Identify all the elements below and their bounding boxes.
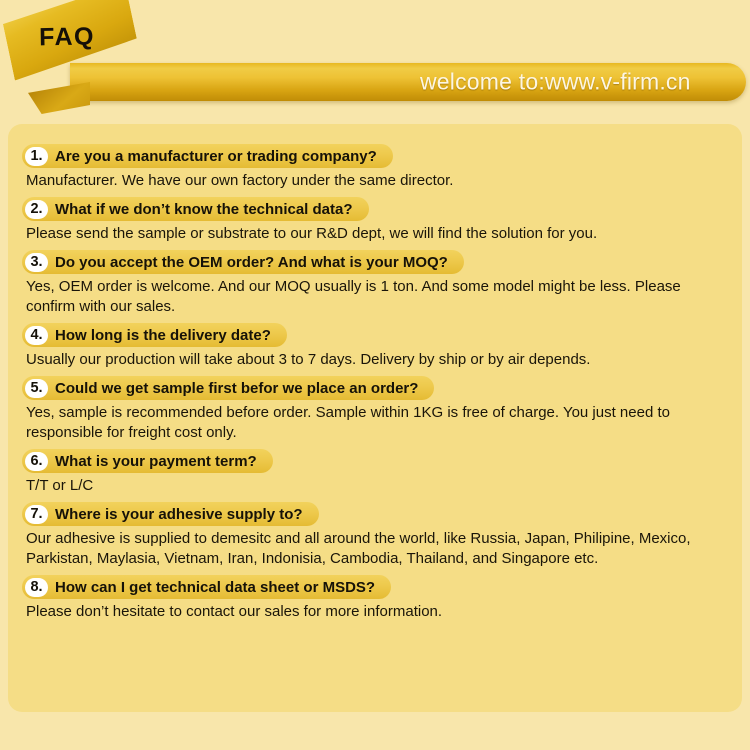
faq-question-row[interactable]	[22, 376, 434, 400]
faq-question-row[interactable]	[22, 323, 287, 347]
faq-question-row[interactable]	[22, 197, 369, 221]
faq-answer-text: Our adhesive is supplied to demesitc and all around the world, like Russia, Japan, Philipine, Mexico, Parkistan, Maylasia, Vietnam, Iran, Indonisia, Cambodia, Thailand, and Singapore etc.	[26, 530, 691, 567]
faq-number-badge: 1.	[25, 147, 48, 166]
faq-item	[22, 250, 728, 317]
faq-question-row[interactable]	[22, 449, 273, 473]
faq-ribbon-label: FAQ	[38, 21, 96, 51]
faq-item	[22, 323, 728, 370]
faq-answer-text: Manufacturer. We have our own factory under the same director.	[26, 172, 454, 189]
faq-number-badge: 7.	[25, 505, 48, 524]
faq-question-row[interactable]	[22, 250, 464, 274]
page-header	[0, 0, 750, 118]
faq-question-text: How can I get technical data sheet or MSDS?	[55, 578, 376, 596]
faq-question-row[interactable]	[22, 144, 393, 168]
faq-item	[22, 502, 728, 569]
faq-panel	[8, 124, 742, 712]
faq-answer-text: Please send the sample or substrate to our R&D dept, we will find the solution for you.	[26, 225, 598, 242]
faq-item	[22, 449, 728, 496]
faq-number-badge: 8.	[25, 578, 48, 597]
welcome-text: welcome to:www.v-firm.cn	[420, 68, 691, 95]
faq-question-text: How long is the delivery date?	[55, 326, 271, 344]
faq-number-badge: 6.	[25, 452, 48, 471]
faq-item	[22, 197, 728, 244]
faq-answer-text: Please don’t hesitate to contact our sales for more information.	[26, 603, 443, 620]
faq-answer-text: Yes, OEM order is welcome. And our MOQ usually is 1 ton. And some model might be less. Please confirm with our sales.	[26, 278, 681, 315]
faq-number-badge: 5.	[25, 379, 48, 398]
welcome-banner	[70, 63, 746, 101]
faq-number-badge: 2.	[25, 200, 48, 219]
faq-number-badge: 4.	[25, 326, 48, 345]
faq-answer-text: Usually our production will take about 3 to 7 days. Delivery by ship or by air depends.	[26, 351, 591, 368]
faq-answer-text: T/T or L/C	[26, 477, 94, 494]
faq-answer-text: Yes, sample is recommended before order. Sample within 1KG is free of charge. You just need to responsible for freight cost only.	[26, 404, 670, 441]
faq-question-text: Do you accept the OEM order? And what is your MOQ?	[55, 253, 448, 271]
faq-question-row[interactable]	[22, 575, 391, 599]
faq-item	[22, 575, 728, 622]
faq-question-text: What is your payment term?	[55, 452, 257, 470]
faq-item	[22, 376, 728, 443]
faq-item	[22, 144, 728, 191]
faq-question-row[interactable]	[22, 502, 319, 526]
faq-number-badge: 3.	[25, 253, 48, 272]
faq-question-text: Are you a manufacturer or trading company?	[55, 147, 377, 165]
ribbon-fold-decoration	[28, 82, 90, 114]
faq-question-text: Could we get sample first befor we place an order?	[55, 379, 419, 397]
faq-question-text: What if we don’t know the technical data?	[55, 200, 353, 218]
faq-question-text: Where is your adhesive supply to?	[55, 505, 303, 523]
